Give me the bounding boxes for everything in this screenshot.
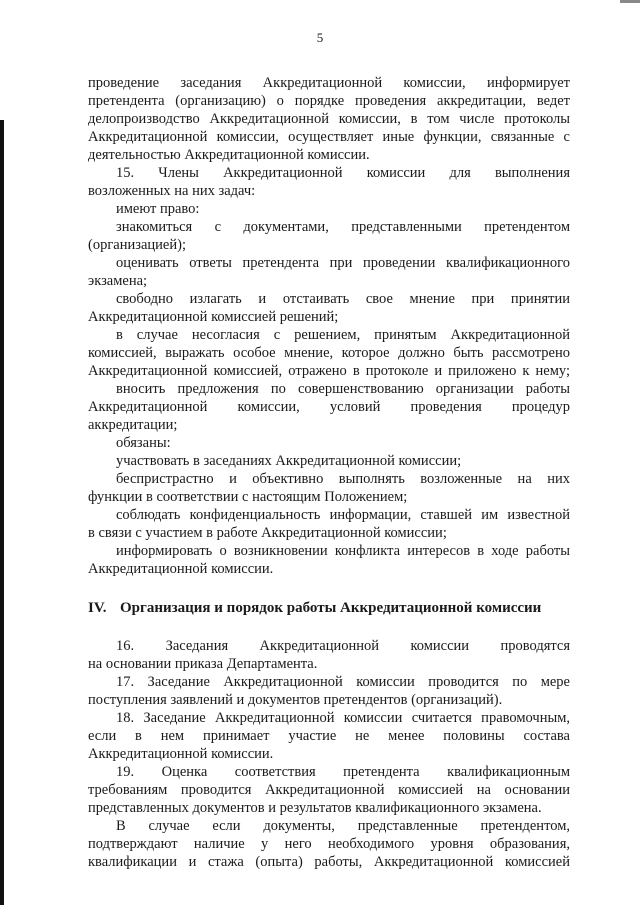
scan-edge-mark — [620, 0, 640, 3]
text-line: Аккредитационной комиссии. — [88, 561, 274, 577]
text-line: в связи с участием в работе Аккредитационной комиссии; — [88, 525, 447, 541]
document-body — [88, 74, 570, 871]
text-line: информировать о возникновении конфликта интересов в ходе работы — [116, 543, 570, 559]
paragraphs-after-heading — [88, 637, 570, 871]
section-number: IV. — [88, 600, 107, 616]
text-line: проведение заседания Аккредитационной комиссии, информирует — [88, 75, 570, 91]
text-line: Аккредитационной комиссии, осуществляет иные функции, связанные с — [88, 129, 570, 145]
text-line: Аккредитационной комиссии. — [88, 746, 274, 762]
text-line: (организацией); — [88, 237, 186, 253]
text-line: знакомиться с документами, представленными претендентом — [116, 219, 570, 235]
text-line: Аккредитационной комиссией, отражено в протоколе и приложено к нему; — [88, 363, 570, 379]
section-heading — [88, 599, 570, 617]
text-line: представленных документов и результатов квалификационного экзамена. — [88, 800, 542, 816]
text-line: Аккредитационной комиссии, условий проведения процедур — [88, 399, 570, 415]
text-line: 15. Члены Аккредитационной комиссии для выполнения — [116, 165, 570, 181]
text-line: функции в соответствии с настоящим Положением; — [88, 489, 408, 505]
text-line: 19. Оценка соответствия претендента квалификационным — [116, 764, 570, 780]
text-line: 17. Заседание Аккредитационной комиссии проводится по мере — [116, 674, 570, 690]
section-title: Организация и порядок работы Аккредитационной комиссии — [120, 600, 542, 616]
text-line: имеют право: — [116, 201, 200, 217]
text-line: 18. Заседание Аккредитационной комиссии считается правомочным, — [116, 710, 570, 726]
text-line: аккредитации; — [88, 417, 178, 433]
text-line: оценивать ответы претендента при проведении квалификационного — [116, 255, 570, 271]
text-line: 16. Заседания Аккредитационной комиссии проводятся — [116, 638, 570, 654]
text-line: квалификации и стажа (опыта) работы, Аккредитационной комиссией — [88, 854, 570, 870]
scan-left-edge — [0, 120, 4, 905]
text-line: участвовать в заседаниях Аккредитационной комиссии; — [116, 453, 462, 469]
text-line: обязаны: — [116, 435, 171, 451]
text-line: беспристрастно и объективно выполнять возложенные на них — [116, 471, 570, 487]
text-line: на основании приказа Департамента. — [88, 656, 318, 672]
text-line: соблюдать конфиденциальность информации, ставшей им известной — [116, 507, 570, 523]
paragraphs-before-heading — [88, 74, 570, 578]
text-line: претендента (организацию) о порядке проведения аккредитации, ведет — [88, 93, 570, 109]
text-line: В случае если документы, представленные претендентом, — [116, 818, 570, 834]
text-line: делопроизводство Аккредитационной комиссии, в том числе протоколы — [88, 111, 570, 127]
text-line: деятельностью Аккредитационной комиссии. — [88, 147, 370, 163]
text-line: возложенных на них задач: — [88, 183, 256, 199]
text-line: комиссией, выражать особое мнение, которое должно быть рассмотрено — [88, 345, 570, 361]
text-line: экзамена; — [88, 273, 148, 289]
text-line: свободно излагать и отстаивать свое мнение при принятии — [116, 291, 570, 307]
text-line: Аккредитационной комиссией решений; — [88, 309, 339, 325]
text-line: в случае несогласия с решением, принятым Аккредитационной — [116, 327, 570, 343]
page-number: 5 — [316, 30, 324, 45]
text-line: вносить предложения по совершенствованию организации работы — [116, 381, 570, 397]
text-line: поступления заявлений и документов претендентов (организаций). — [88, 692, 503, 708]
text-line: подтверждают наличие у него необходимого уровня образования, — [88, 836, 570, 852]
text-line: если в нем принимает участие не менее половины состава — [88, 728, 570, 744]
text-line: требованиям проводится Аккредитационной комиссией на основании — [88, 782, 570, 798]
